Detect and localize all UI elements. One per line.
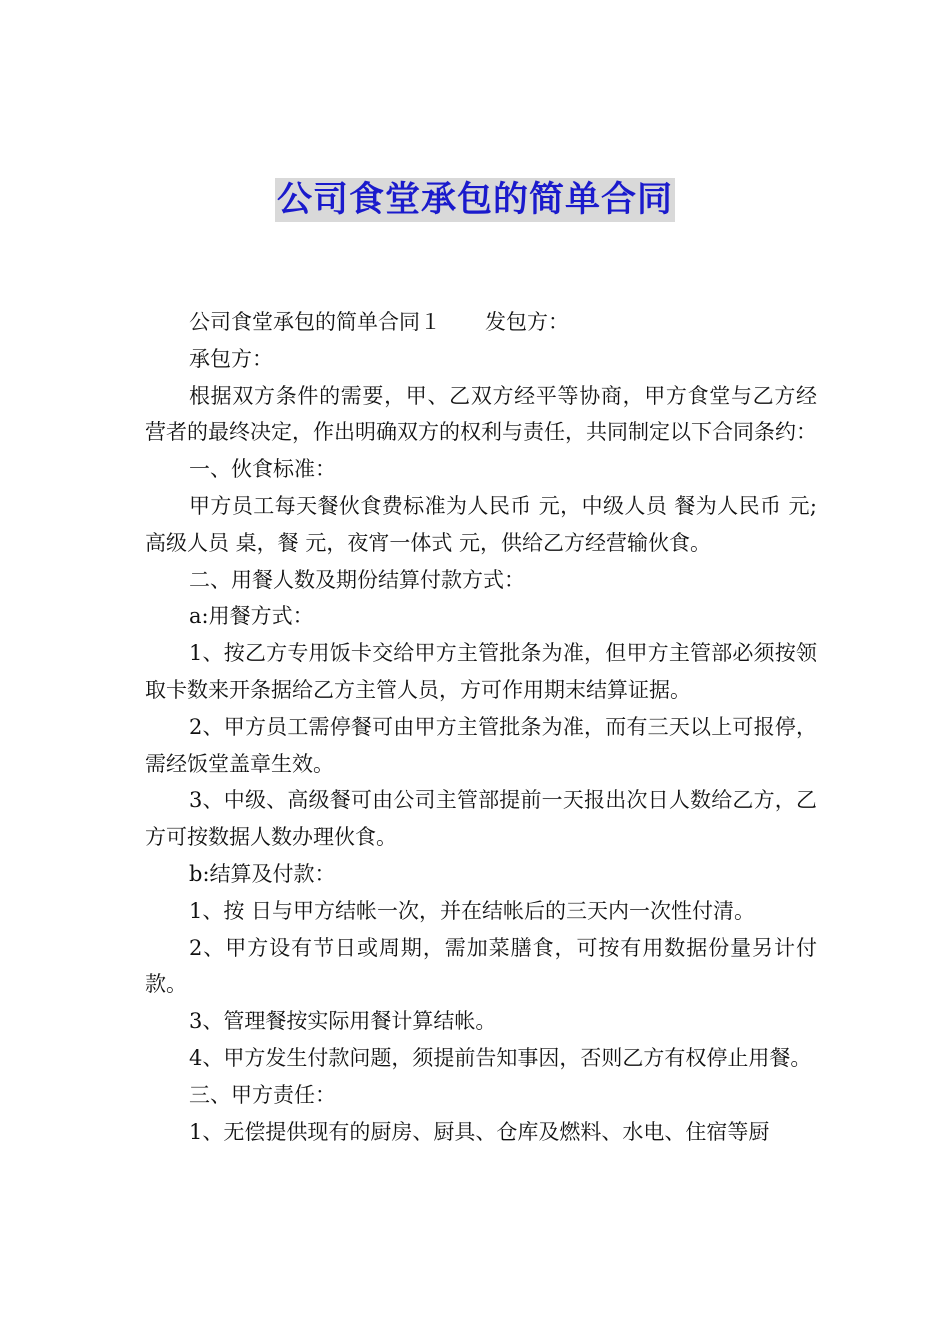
section-heading: 二、用餐人数及期份结算付款方式： [189,567,525,592]
paragraph: 根据双方条件的需要，甲、乙双方经平等协商，甲方食堂与乙方经营者的最终决定，作出明确双方的权利与责任，共同制定以下合同条约： [145,383,817,445]
section-heading: 三、甲方责任： [189,1082,336,1107]
list-item: 1、按 日与甲方结帐一次，并在结帐后的三天内一次性付清。 [189,898,756,923]
list-item: 4、甲方发生付款问题，须提前告知事因，否则乙方有权停止用餐。 [189,1045,812,1070]
list-item: 1、按乙方专用饭卡交给甲方主管批条为准，但甲方主管部必须按领取卡数来开条据给乙方主管人员，方可作用期末结算证据。 [145,641,817,702]
list-item: 3、管理餐按实际用餐计算结帐。 [189,1009,497,1034]
list-item: 2、甲方员工需停餐可由甲方主管批条为准，而有三天以上可报停，需经饭堂盖章生效。 [145,714,817,776]
document-body [145,304,817,1150]
paragraph: 甲方员工每天餐伙食费标准为人民币 元，中级人员 餐为人民币 元;高级人员 桌，餐 元，夜宵一体式 元，供给乙方经营输伙食。 [145,493,817,555]
heading-line [145,304,817,341]
document-title: 公司食堂承包的简单合同 [276,180,673,220]
paragraph: 承包方： [189,346,273,371]
subsection-heading: a:用餐方式： [189,604,314,629]
list-item: 2、甲方设有节日或周期，需加菜膳食，可按有用数据份量另计付款。 [145,935,817,997]
contract-number-label: 公司食堂承包的简单合同１ [189,310,441,334]
contract-issuer-label: 发包方： [485,310,569,334]
subsection-heading: b:结算及付款： [189,861,336,886]
list-item: 1、无偿提供现有的厨房、厨具、仓库及燃料、水电、住宿等厨 [189,1119,770,1144]
list-item: 3、中级、高级餐可由公司主管部提前一天报出次日人数给乙方，乙方可按数据人数办理伙食。 [145,788,817,850]
section-heading: 一、伙食标准： [189,457,336,482]
title-container [0,178,950,222]
